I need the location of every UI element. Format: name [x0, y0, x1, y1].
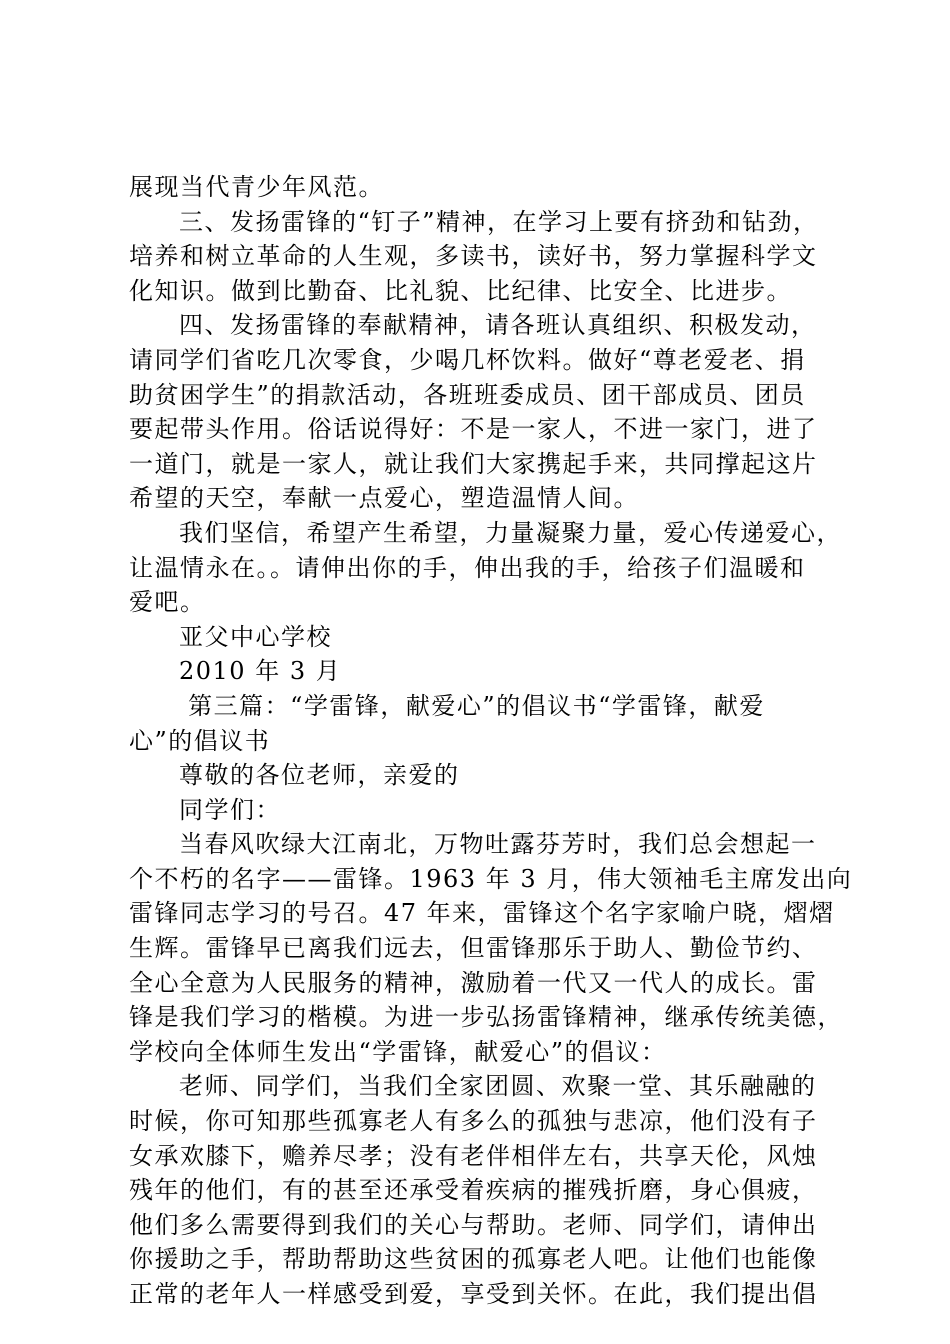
- document-body: [129, 170, 853, 1312]
- text-line: 三、发扬雷锋的“钉子”精神，在学习上要有挤劲和钻劲，: [179, 207, 819, 236]
- text-line: 化知识。做到比勤奋、比礼貌、比纪律、比安全、比进步。: [129, 276, 792, 305]
- text-line: 助贫困学生”的捐款活动，各班班委成员、团干部成员、团员: [129, 380, 806, 409]
- text-line: 锋是我们学习的楷模。为进一步弘扬雷锋精神，继承传统美德，: [129, 1003, 843, 1032]
- text-line: 生辉。雷锋早已离我们远去，但雷锋那乐于助人、勤俭节约、: [129, 934, 818, 963]
- text-line: 2010 年 3 月: [179, 657, 342, 686]
- text-line: 老师、同学们，当我们全家团圆、欢聚一堂、其乐融融的: [179, 1072, 817, 1101]
- text-line: 个不朽的名字——雷锋。1963 年 3 月，伟大领袖毛主席发出向: [129, 864, 853, 893]
- text-line: 当春风吹绿大江南北，万物吐露芬芳时，我们总会想起一: [179, 830, 817, 859]
- text-line: 学校向全体师生发出“学雷锋，献爱心”的倡议：: [129, 1037, 667, 1066]
- text-line: 希望的天空，奉献一点爱心，塑造温情人间。: [129, 484, 639, 513]
- text-line: 让温情永在。。请伸出你的手，伸出我的手，给孩子们温暖和: [129, 553, 806, 582]
- text-line: 雷锋同志学习的号召。47 年来，雷锋这个名字家喻户晓，熠熠: [129, 899, 835, 928]
- text-line: 女承欢膝下，赡养尽孝；没有老伴相伴左右，共享天伦，风烛: [129, 1141, 818, 1170]
- text-line: 培养和树立革命的人生观，多读书，读好书，努力掌握科学文: [129, 242, 818, 271]
- text-line: 正常的老年人一样感受到爱，享受到关怀。在此，我们提出倡: [129, 1280, 818, 1308]
- text-line: 我们坚信，希望产生希望，力量凝聚力量，爱心传递爱心，: [179, 518, 842, 547]
- text-line: 爱吧。: [129, 588, 206, 617]
- text-line: 四、发扬雷锋的奉献精神，请各班认真组织、积极发动，: [179, 311, 817, 340]
- text-line: 亚父中心学校: [179, 622, 332, 651]
- text-line: 请同学们省吃几次零食，少喝几杯饮料。做好“尊老爱老、捐: [129, 345, 806, 374]
- text-line: 时候，你可知那些孤寡老人有多么的孤独与悲凉，他们没有子: [129, 1107, 818, 1136]
- text-line: 要起带头作用。俗话说得好：不是一家人，不进一家门，进了: [129, 415, 818, 444]
- text-line: 心”的倡议书: [129, 726, 271, 755]
- text-line: 他们多么需要得到我们的关心与帮助。老师、同学们，请伸出: [129, 1210, 818, 1239]
- text-line: 你援助之手，帮助帮助这些贫困的孤寡老人吧。让他们也能像: [129, 1245, 818, 1274]
- text-line: 展现当代青少年风范。: [129, 173, 384, 201]
- text-line: 同学们：: [179, 795, 281, 824]
- text-line: 第三篇：“学雷锋，献爱心”的倡议书“学雷锋，献爱: [179, 691, 765, 720]
- text-line: 一道门，就是一家人，就让我们大家携起手来，共同撑起这片: [129, 449, 818, 478]
- text-line: 全心全意为人民服务的精神，激励着一代又一代人的成长。雷: [129, 968, 818, 997]
- text-line: 残年的他们，有的甚至还承受着疾病的摧残折磨，身心俱疲，: [129, 1176, 818, 1205]
- text-line: 尊敬的各位老师，亲爱的: [179, 761, 460, 790]
